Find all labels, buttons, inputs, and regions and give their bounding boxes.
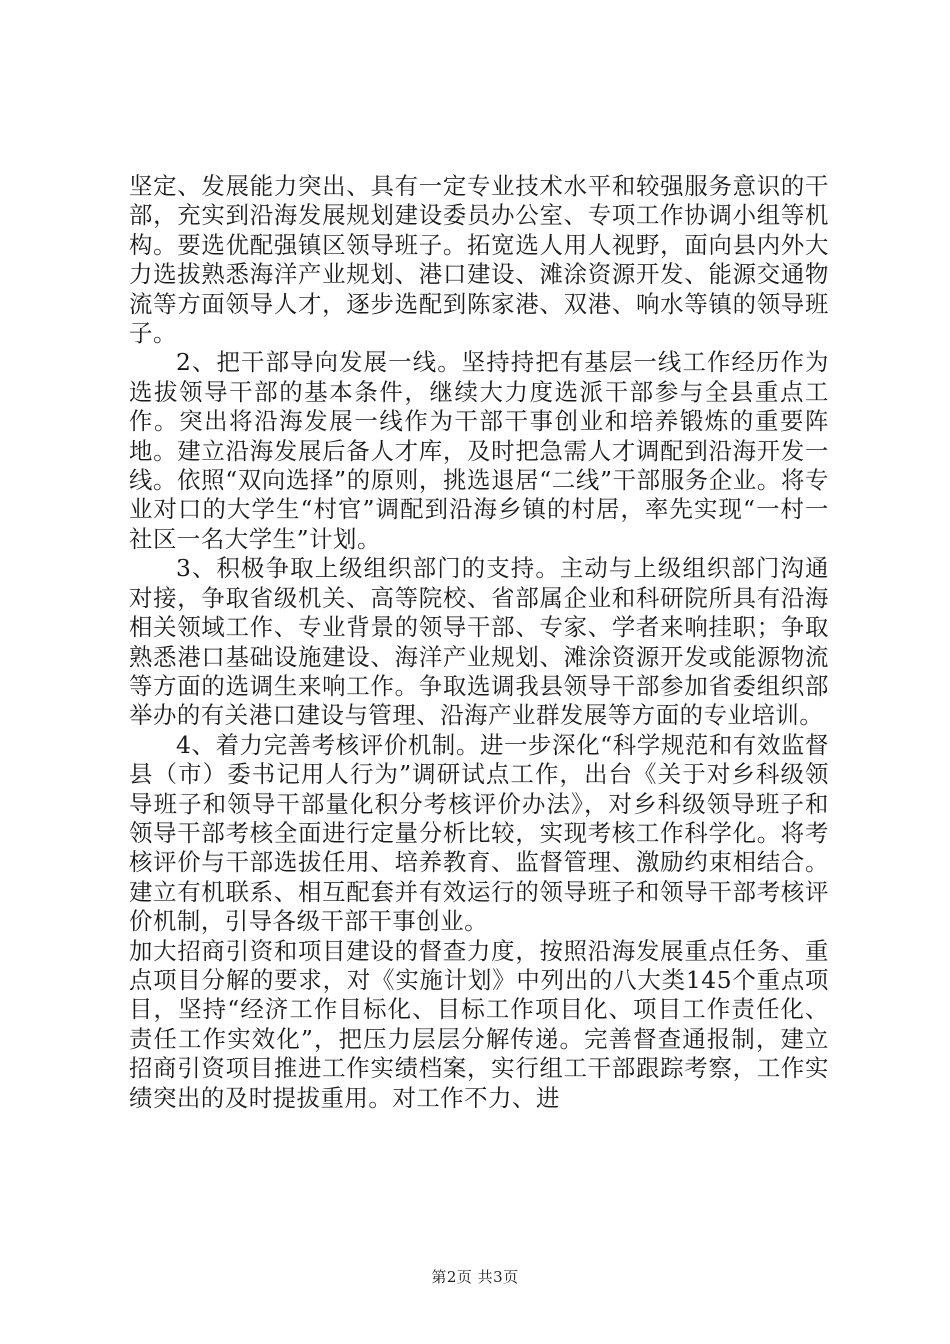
paragraph-item-4: 4、着力完善考核评价机制。进一步深化“科学规范和有效监督县（市）委书记用人行为”调研试点工作，出台《关于对乡科级领导班子和领导干部量化积分考核评价办法》，对乡科级领导班子和领导干部考核全面进行定量分析比较，实现考核工作科学化。将考核评价与干部选拔任用、培养教育、监督管理、激励约束相结合。建立有机联系、相互配套并有效运行的领导班子和领导干部考核评价机制，引导各级干部干事创业。 — [129, 730, 829, 936]
paragraph-continuation: 坚定、发展能力突出、具有一定专业技术水平和较强服务意识的干部，充实到沿海发展规划建设委员办公室、专项工作协调小组等机构。要选优配强镇区领导班子。拓宽选人用人视野，面向县内外大力选拔熟悉海洋产业规划、港口建设、滩涂资源开发、能源交通物流等方面领导人才，逐步选配到陈家港、双港、响水等镇的领导班子。 — [129, 172, 829, 348]
page-number-footer: 第2页 共3页 — [431, 1268, 519, 1286]
paragraph-item-2: 2、把干部导向发展一线。坚持持把有基层一线工作经历作为选拔领导干部的基本条件，继续大力度选派干部参与全县重点工作。突出将沿海发展一线作为干部干事创业和培养锻炼的重要阵地。建立沿海发展后备人才库，及时把急需人才调配到沿海开发一线。依照“双向选择”的原则，挑选退居“二线”干部服务企业。将专业对口的大学生“村官”调配到沿海乡镇的村居，率先实现“一村一社区一名大学生”计划。 — [129, 348, 829, 553]
paragraph-inspection: 加大招商引资和项目建设的督查力度，按照沿海发展重点任务、重点项目分解的要求，对《实施计划》中列出的八大类145个重点项目，坚持“经济工作目标化、目标工作项目化、项目工作责任化、责任工作实效化”，把压力层层分解传递。完善督查通报制，建立招商引资项目推进工作实绩档案，实行组工干部跟踪考察，工作实绩突出的及时提拔重用。对工作不力、进 — [129, 936, 829, 1112]
document-body — [129, 172, 829, 1113]
paragraph-item-3: 3、积极争取上级组织部门的支持。主动与上级组织部门沟通对接，争取省级机关、高等院校、省部属企业和科研院所具有沿海相关领域工作、专业背景的领导干部、专家、学者来响挂职；争取熟悉港口基础设施建设、海洋产业规划、滩涂资源开发或能源物流等方面的选调生来响工作。争取选调我县领导干部参加省委组织部举办的有关港口建设与管理、沿海产业群发展等方面的专业培训。 — [129, 554, 829, 730]
